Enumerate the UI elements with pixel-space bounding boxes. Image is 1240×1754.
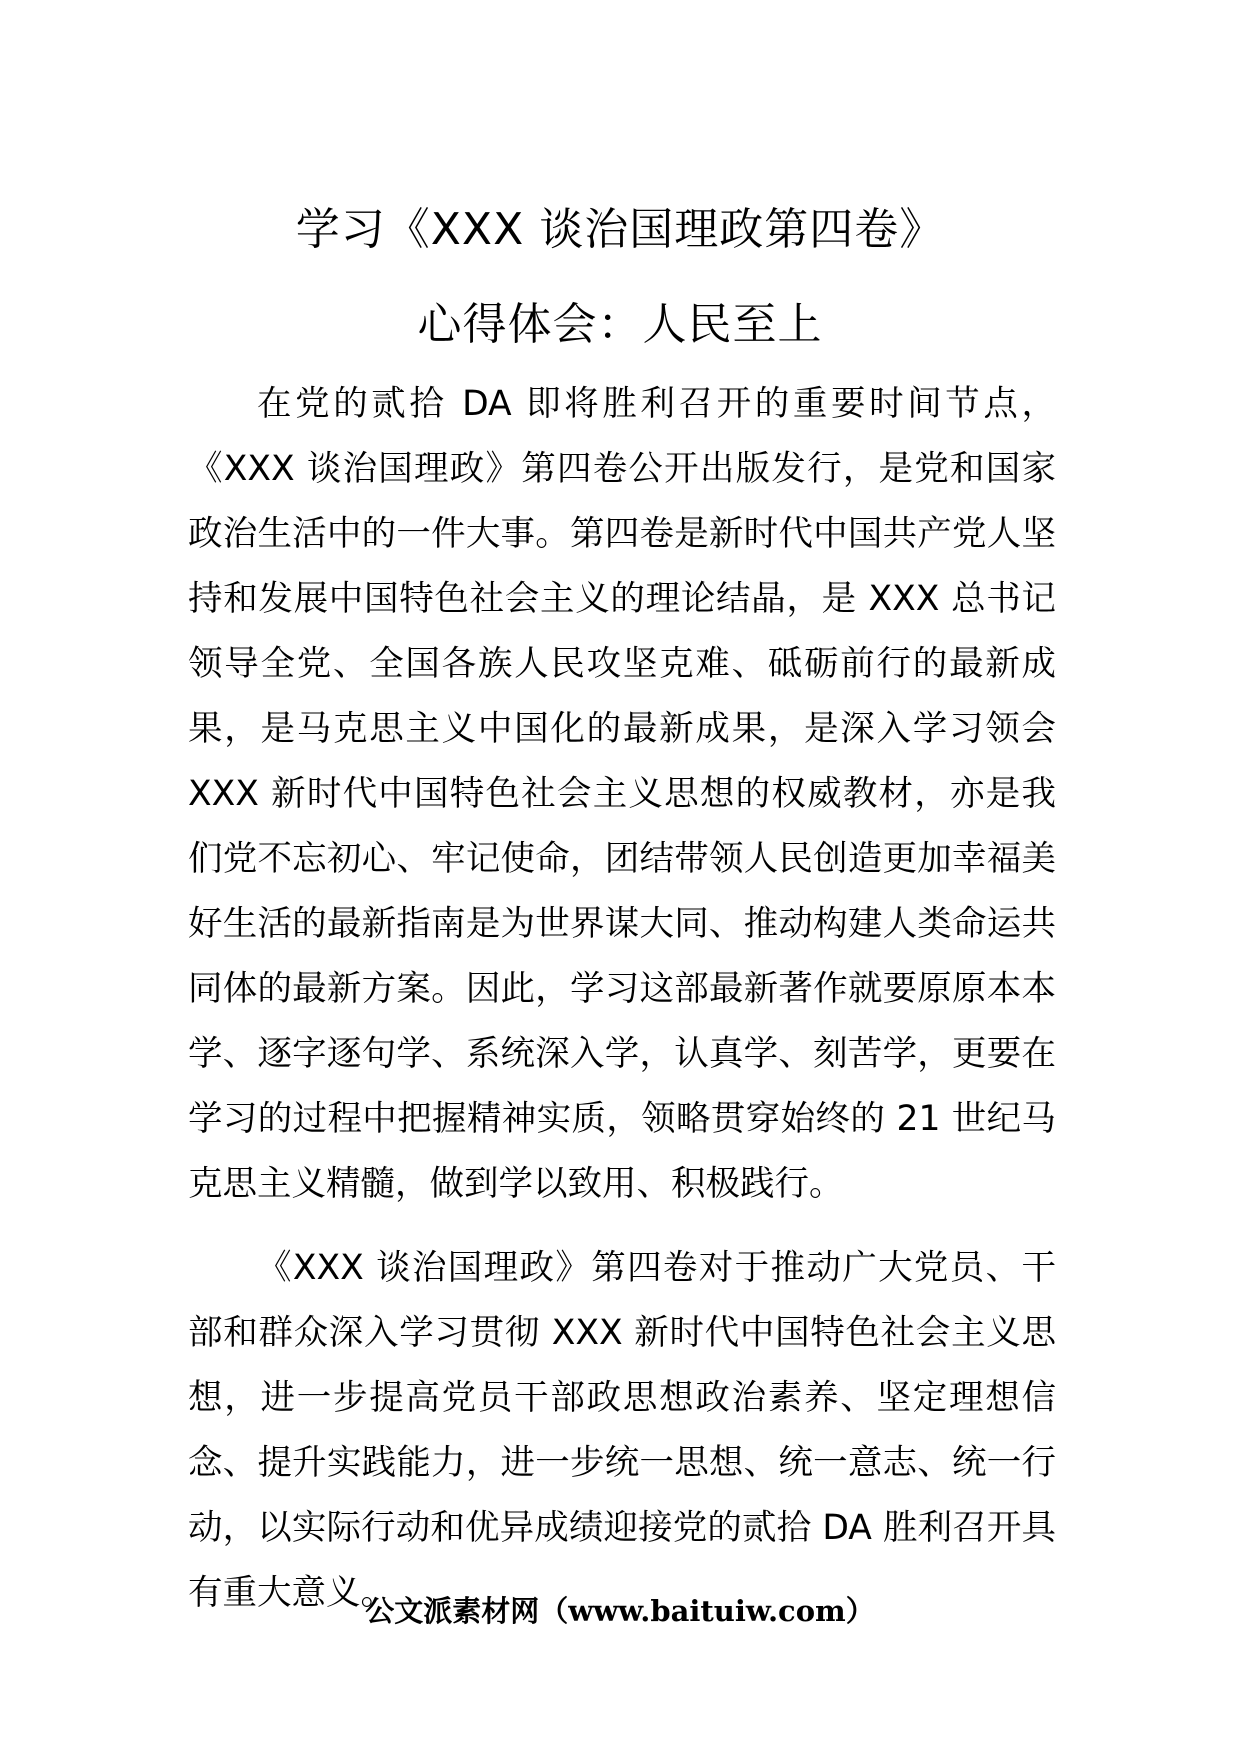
body-paragraph-1: 在党的贰拾 DA 即将胜利召开的重要时间节点，《XXX 谈治国理政》第四卷公开出版发行，是党和国家政治生活中的一件大事。第四卷是新时代中国共产党人坚持和发展中国特色社会主义的理论结晶，是 XXX 总书记领导全党、全国各族人民攻坚克难、砥砺前行的最新成果，是马克思主义中国化的最新成果，是深入学习领会 XXX 新时代中国特色社会主义思想的权威教材，亦是我们党不忘初心、牢记使命，团结带领人民创造更加幸福美好生活的最新指南是为世界谋大同、推动构建人类命运共同体的最新方案。因此，学习这部最新著作就要原原本本学、逐字逐句学、系统深入学，认真学、刻苦学，更要在学习的过程中把握精神实质，领略贯穿始终的 21 世纪马克思主义精髓，做到学以致用、积极践行。 xyxy=(188,384,1056,1204)
body-paragraph-2: 《XXX 谈治国理政》第四卷对于推动广大党员、干部和群众深入学习贯彻 XXX 新时代中国特色社会主义思想，进一步提高党员干部政思想政治素养、坚定理想信念、提升实践能力，进一步统一思想、统一意志、统一行动，以实际行动和优异成绩迎接党的贰拾 DA 胜利召开具有重大意义。 xyxy=(188,1248,1056,1613)
document-title-line-1: 学习《XXX 谈治国理政第四卷》 xyxy=(295,204,945,255)
document-title-line-2: 心得体会：人民至上 xyxy=(417,299,823,350)
footer-source-text: 公文派素材网（www.baituiw.com） xyxy=(365,1594,875,1628)
